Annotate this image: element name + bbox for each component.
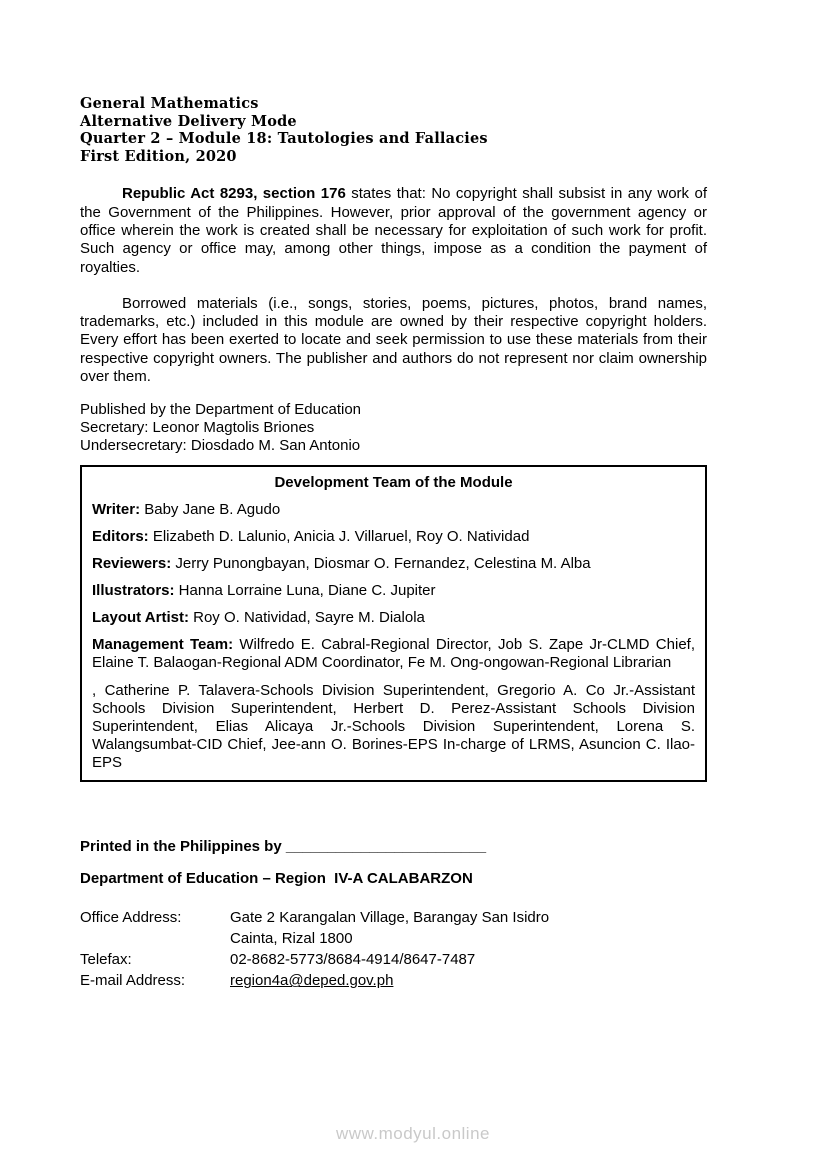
entry-text: Roy O. Natividad, Sayre M. Dialola — [188, 609, 425, 627]
office-address-value — [230, 907, 707, 949]
published-by-line: Published by the Department of Education — [80, 401, 362, 419]
undersecretary-line: Undersecretary: Diosdado M. San Antonio — [80, 436, 361, 454]
entry-label: Management Team: — [92, 636, 234, 654]
email-value — [230, 970, 707, 991]
entry-text: Wilfredo E. Cabral-Regional Director, Job S. Zape Jr-CLMD Chief, Elaine T. Balaogan-Regional ADM Coordinator, Fe M. Ong-ongowan-Regional Librarian — [92, 636, 695, 672]
entry-label: Reviewers: — [92, 555, 172, 573]
dev-team-entry-layout-artist — [92, 609, 695, 627]
entry-label: Editors: — [92, 528, 149, 546]
header-line-edition: First Edition, 2020 — [80, 147, 237, 165]
watermark: www.modyul.online — [335, 1124, 490, 1143]
telefax-label: Telefax: — [80, 951, 132, 969]
email-label: E-mail Address: — [80, 972, 186, 990]
printed-by-label: Printed in the Philippines by — [80, 838, 286, 856]
publisher-block — [80, 401, 707, 454]
entry-label: Layout Artist: — [92, 609, 189, 627]
contact-block — [80, 907, 707, 991]
header-line-subject: General Mathematics — [80, 95, 259, 112]
printed-by-blank: ________________________ — [285, 838, 487, 856]
dev-team-entry-editors — [92, 528, 695, 546]
entry-label: Writer: — [92, 501, 141, 519]
office-address-label: Office Address: — [80, 909, 182, 927]
secretary-line: Secretary: Leonor Magtolis Briones — [80, 419, 315, 437]
development-team-box — [80, 465, 707, 782]
entry-label: Illustrators: — [92, 582, 175, 600]
email-link[interactable]: region4a@deped.gov.ph — [230, 972, 394, 990]
region-line: Department of Education – Region IV-A CALABARZON — [80, 870, 473, 888]
dev-team-entry-reviewers — [92, 555, 695, 573]
office-address-line2: Cainta, Rizal 1800 — [230, 930, 353, 948]
dev-team-continuation: , Catherine P. Talavera-Schools Division Superintendent, Gregorio A. Co Jr.-Assistant Schools Division Superintendent, Herbert D. Perez-Assistant Schools Division Superintendent, Elias Alicaya Jr.-Schools Division Superintendent, Lorena S. Walangsumbat-CID Chief, Jee-ann O. Borines-EPS In-charge of LRMS, Asuncion C. Ilao-EPS — [92, 682, 695, 772]
copyright-paragraph — [80, 185, 707, 276]
telefax-value: 02-8682-5773/8684-4914/8647-7487 — [230, 951, 476, 969]
entry-text: Baby Jane B. Agudo — [140, 501, 281, 519]
dev-team-entry-management-team — [92, 636, 695, 672]
copyright-paragraph-text: states that: No copyright shall subsist in any work of the Government of the Philippines. However, prior approval of the government agency or office wherein the work is created shall be necessary for exploitation of such work for profit. Such agency or office may, among other things, impose as a condition the payment of royalties. — [80, 185, 708, 276]
header-line-mode: Alternative Delivery Mode — [80, 112, 297, 130]
entry-text: Jerry Punongbayan, Diosmar O. Fernandez, Celestina M. Alba — [171, 555, 591, 573]
development-team-title: Development Team of the Module — [274, 474, 513, 492]
dev-team-entry-writer — [92, 501, 695, 519]
printed-by-line — [80, 838, 707, 856]
header-line-module-title: Quarter 2 – Module 18: Tautologies and Fallacies — [80, 130, 488, 148]
office-address-line1: Gate 2 Karangalan Village, Barangay San Isidro — [230, 909, 550, 927]
republic-act-emphasis: Republic Act 8293, section 176 — [122, 185, 346, 203]
page-content — [80, 0, 707, 991]
dev-team-entry-illustrators — [92, 582, 695, 600]
module-header — [80, 95, 707, 165]
entry-text: Elizabeth D. Lalunio, Anicia J. Villaruel, Roy O. Natividad — [148, 528, 530, 546]
entry-text: Hanna Lorraine Luna, Diane C. Jupiter — [174, 582, 436, 600]
borrowed-materials-paragraph: Borrowed materials (i.e., songs, stories, poems, pictures, photos, brand names, trademarks, etc.) included in this module are owned by their respective copyright holders. Every effort has been exerted to locate and seek permission to use these materials from their respective copyright owners. The publisher and authors do not represent nor claim ownership over them. — [80, 294, 707, 386]
